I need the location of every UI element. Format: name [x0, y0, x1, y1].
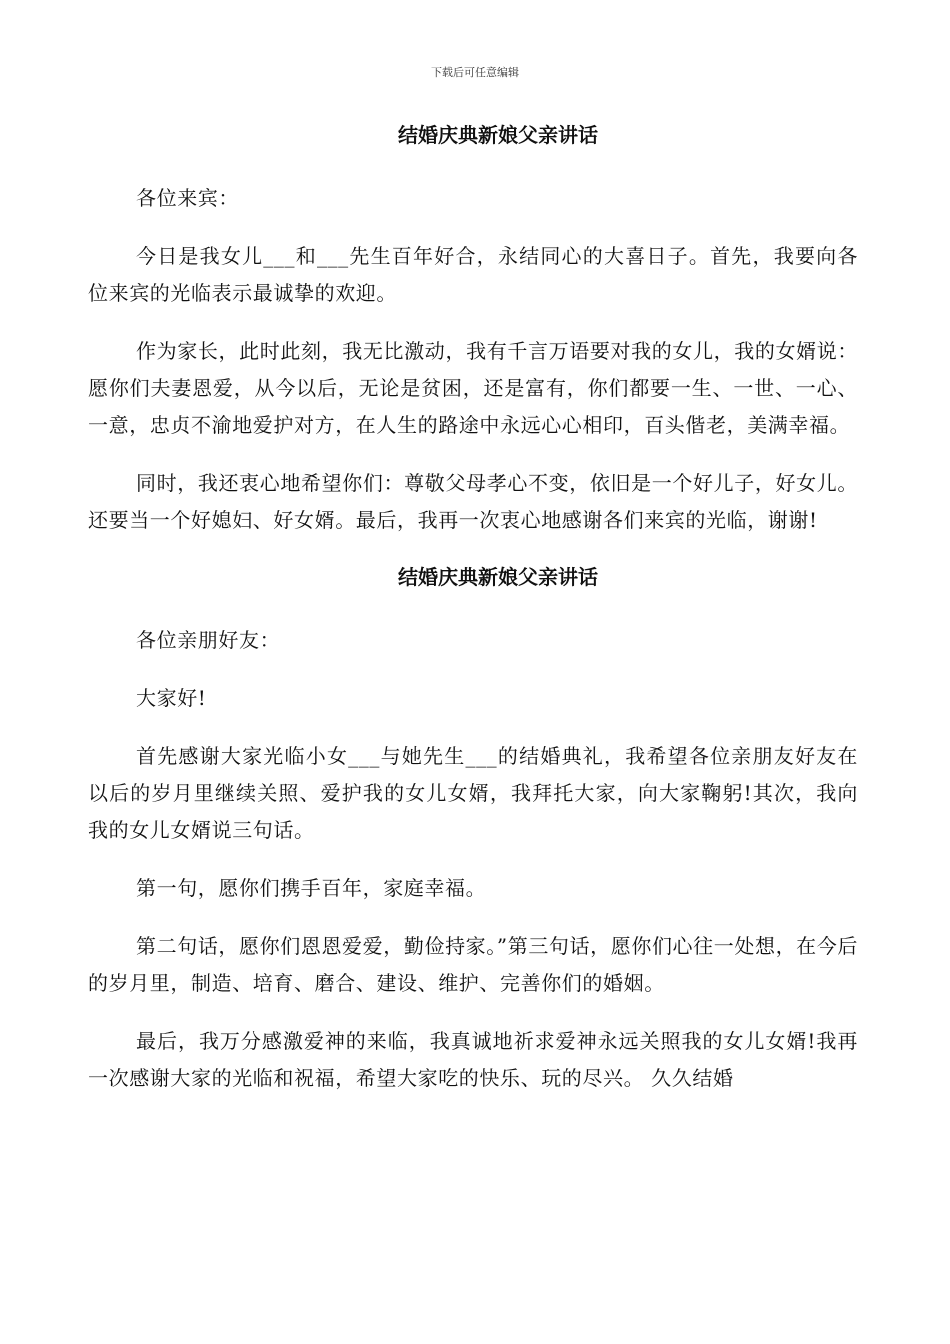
paragraph: 今日是我女儿___和___先生百年好合，永结同心的大喜日子。首先，我要向各位来宾的光临表示最诚挚的欢迎。 — [88, 244, 858, 305]
paragraph: 最后，我万分感激爱神的来临，我真诚地祈求爱神永远关照我的女儿女婿!我再一次感谢大家的光临和祝福，希望大家吃的快乐、玩的尽兴。 久久结婚 — [88, 1029, 858, 1090]
paragraph: 作为家长，此时此刻，我无比激动，我有千言万语要对我的女儿，我的女婿说：愿你们夫妻恩爱，从今以后，无论是贫困，还是富有，你们都要一生、一世、一心、一意，忠贞不渝地爱护对方，在人生的路途中永远心心相印，百头偕老，美满幸福。 — [88, 339, 858, 437]
section-title: 结婚庆典新娘父亲讲话 — [398, 565, 598, 589]
salutation: 各位来宾： — [136, 186, 239, 210]
speech-section-2 — [88, 560, 858, 1097]
speech-section-1 — [88, 118, 858, 539]
header-note: 下载后可任意编辑 — [431, 66, 519, 79]
section-title: 结婚庆典新娘父亲讲话 — [398, 123, 598, 147]
greeting: 大家好! — [136, 686, 207, 710]
paragraph: 首先感谢大家光临小女___与她先生___的结婚典礼，我希望各位亲朋友好友在以后的岁月里继续关照、爱护我的女儿女婿，我拜托大家，向大家鞠躬!其次，我向我的女儿女婿说三句话。 — [88, 744, 858, 842]
document-body — [88, 118, 858, 1097]
paragraph: 第一句，愿你们携手百年，家庭幸福。 — [136, 876, 487, 900]
paragraph: 同时，我还衷心地希望你们：尊敬父母孝心不变，依旧是一个好儿子，好女儿。还要当一个好媳妇、好女婿。最后，我再一次衷心地感谢各们来宾的光临，谢谢! — [88, 471, 858, 532]
salutation: 各位亲朋好友： — [136, 628, 281, 652]
paragraph: 第二句话，愿你们恩恩爱爱，勤俭持家。”第三句话，愿你们心往一处想，在今后的岁月里，制造、培育、磨合、建设、维护、完善你们的婚姻。 — [88, 934, 858, 995]
